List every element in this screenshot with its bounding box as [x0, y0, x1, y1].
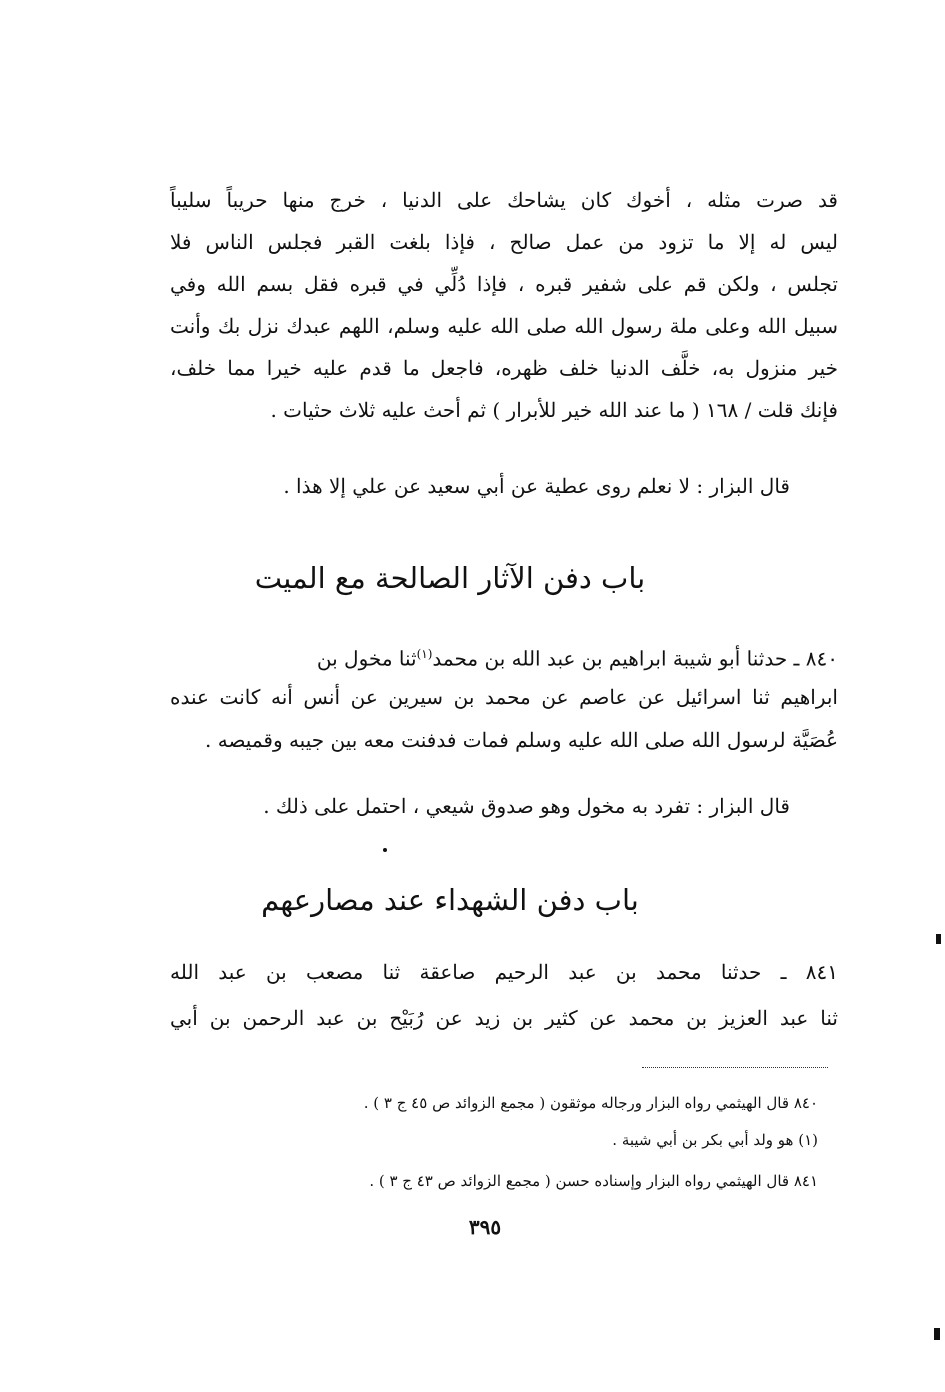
bazzar-comment-2: قال البزار : تفرد به مخول وهو صدوق شيعي ، احتمل على ذلك . [263, 794, 790, 818]
section-heading-1: باب دفن الآثار الصالحة مع الميت [254, 561, 646, 595]
passage-1-line-4: سبيل الله وعلى ملة رسول الله صلى الله عليه وسلم، اللهم عبدك نزل بك وأنت [170, 314, 838, 338]
scan-mark-1 [936, 934, 941, 944]
hadith-841-line-1: ٨٤١ ـ حدثنا محمد بن عبد الرحيم صاعقة ثنا مصعب بن عبد الله [170, 960, 838, 984]
passage-1-line-1: قد صرت مثله ، أخوك كان يشاحك على الدنيا ، خرج منها حريباً سليباً [170, 188, 838, 212]
stray-dot [383, 848, 387, 852]
footnote-841: ٨٤١ قال الهيثمي رواه البزار وإسناده حسن ( مجمع الزوائد ص ٤٣ ج ٣ ) . [369, 1172, 818, 1190]
footnote-separator [642, 1067, 828, 1068]
passage-1-line-3: تجلس ، ولكن قم على شفير قبره ، فإذا دُلِّي في قبره فقل بسم الله وفي [170, 272, 838, 296]
hadith-840-line-1-head: ٨٤٠ ـ حدثنا أبو شيبة ابراهيم بن عبد الله بن محمد [432, 646, 838, 671]
footnote-1: (١) هو ولد أبي بكر بن أبي شيبة . [612, 1131, 818, 1149]
hadith-840-line-1-tail: ثنا مخول بن [316, 646, 417, 671]
page-number: ٣٩٥ [468, 1215, 502, 1239]
footnote-840: ٨٤٠ قال الهيثمي رواه البزار ورجاله موثقون ( مجمع الزوائد ص ٤٥ ج ٣ ) . [363, 1094, 818, 1112]
hadith-840-line-3: عُصَيَّة لرسول الله صلى الله عليه وسلم فمات فدفنت معه بين جيبه وقميصه . [205, 728, 838, 752]
hadith-840-line-1 [170, 640, 838, 673]
bazzar-comment-1: قال البزار : لا نعلم روى عطية عن أبي سعيد عن علي إلا هذا . [283, 474, 790, 498]
scan-mark-2 [934, 1328, 940, 1340]
passage-1-line-5: خير منزول به، خلَّف الدنيا خلف ظهره، فاجعل ما قدم عليه خيرا مما خلف، [170, 356, 838, 380]
passage-1-line-2: ليس له إلا ما تزود من عمل صالح ، فإذا بلغت القبر فجلس الناس فلا [170, 230, 838, 254]
passage-1-line-6: فإنك قلت / ١٦٨ ( ما عند الله خير للأبرار ) ثم أحث عليه ثلاث حثيات . [270, 398, 838, 422]
footnote-ref-1: (١) [416, 647, 433, 661]
hadith-841-line-2: ثنا عبد العزيز بن محمد عن كثير بن زيد عن رُبَيْح بن عبد الرحمن بن أبي [170, 1006, 838, 1030]
section-heading-2: باب دفن الشهداء عند مصارعهم [261, 883, 639, 917]
hadith-840-line-2: ابراهيم ثنا اسرائيل عن عاصم عن محمد بن سيرين عن أنس أنه كانت عنده [170, 685, 838, 709]
